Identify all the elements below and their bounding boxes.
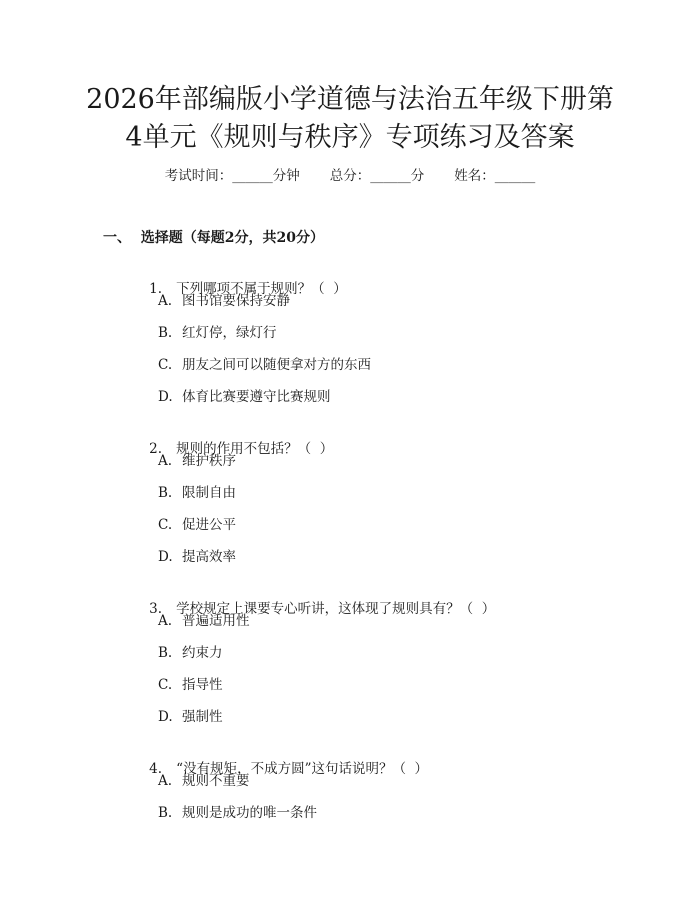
option-label: A. [158, 293, 173, 309]
option [158, 707, 223, 727]
exam-info [0, 166, 700, 186]
question-number: 2. [149, 441, 163, 457]
option [158, 451, 236, 471]
option-label: A. [158, 613, 173, 629]
option [158, 515, 236, 535]
option [158, 643, 223, 663]
option-label: D. [158, 389, 173, 405]
option-text: 朋友之间可以随便拿对方的东西 [182, 357, 371, 373]
option [158, 803, 317, 823]
option-text: 限制自由 [182, 485, 236, 501]
option [158, 387, 331, 407]
option-label: D. [158, 549, 173, 565]
option-label: B. [158, 485, 173, 501]
question-text: “没有规矩，不成方圆”这句话说明？（ ） [176, 761, 429, 777]
option-label: D. [158, 709, 173, 725]
option-text: 规则不重要 [182, 773, 250, 789]
question-number: 3. [149, 601, 163, 617]
option-text: 体育比赛要遵守比赛规则 [182, 389, 331, 405]
option-text: 红灯停，绿灯行 [182, 325, 277, 341]
question-number: 4. [149, 761, 163, 777]
exam-name: 姓名：______ [454, 168, 536, 184]
doc-title-line2: 4单元《规则与秩序》专项练习及答案 [125, 122, 575, 153]
option-text: 提高效率 [182, 549, 236, 565]
option-text: 图书馆要保持安静 [182, 293, 290, 309]
option-label: A. [158, 773, 173, 789]
option-label: B. [158, 325, 173, 341]
option [158, 483, 236, 503]
option-label: C. [158, 517, 173, 533]
option-text: 促进公平 [182, 517, 236, 533]
option-label: B. [158, 805, 173, 821]
option-label: B. [158, 645, 173, 661]
question-text: 规则的作用不包括？（ ） [176, 441, 334, 457]
question-text: 下列哪项不属于规则？（ ） [176, 281, 347, 297]
option-text: 普遍适用性 [182, 613, 250, 629]
option-label: A. [158, 453, 173, 469]
option-text: 规则是成功的唯一条件 [182, 805, 317, 821]
option-text: 指导性 [182, 677, 223, 693]
option [158, 355, 371, 375]
option [158, 323, 277, 343]
option-label: C. [158, 357, 173, 373]
exam-time: 考试时间：______分钟 [164, 168, 300, 184]
option-text: 约束力 [182, 645, 223, 661]
question-text: 学校规定上课要专心听讲，这体现了规则具有？（ ） [176, 601, 496, 617]
option [158, 547, 236, 567]
option [158, 771, 250, 791]
doc-title-line1: 2026年部编版小学道德与法治五年级下册第 [86, 84, 614, 115]
exam-score: 总分：______分 [329, 168, 425, 184]
option [158, 675, 223, 695]
option-label: C. [158, 677, 173, 693]
option [158, 291, 290, 311]
option [158, 611, 250, 631]
question-number: 1. [149, 281, 163, 297]
section-heading: 一、 选择题（每题2分，共20分） [103, 230, 324, 246]
option-text: 强制性 [182, 709, 223, 725]
option-text: 维护秩序 [182, 453, 236, 469]
